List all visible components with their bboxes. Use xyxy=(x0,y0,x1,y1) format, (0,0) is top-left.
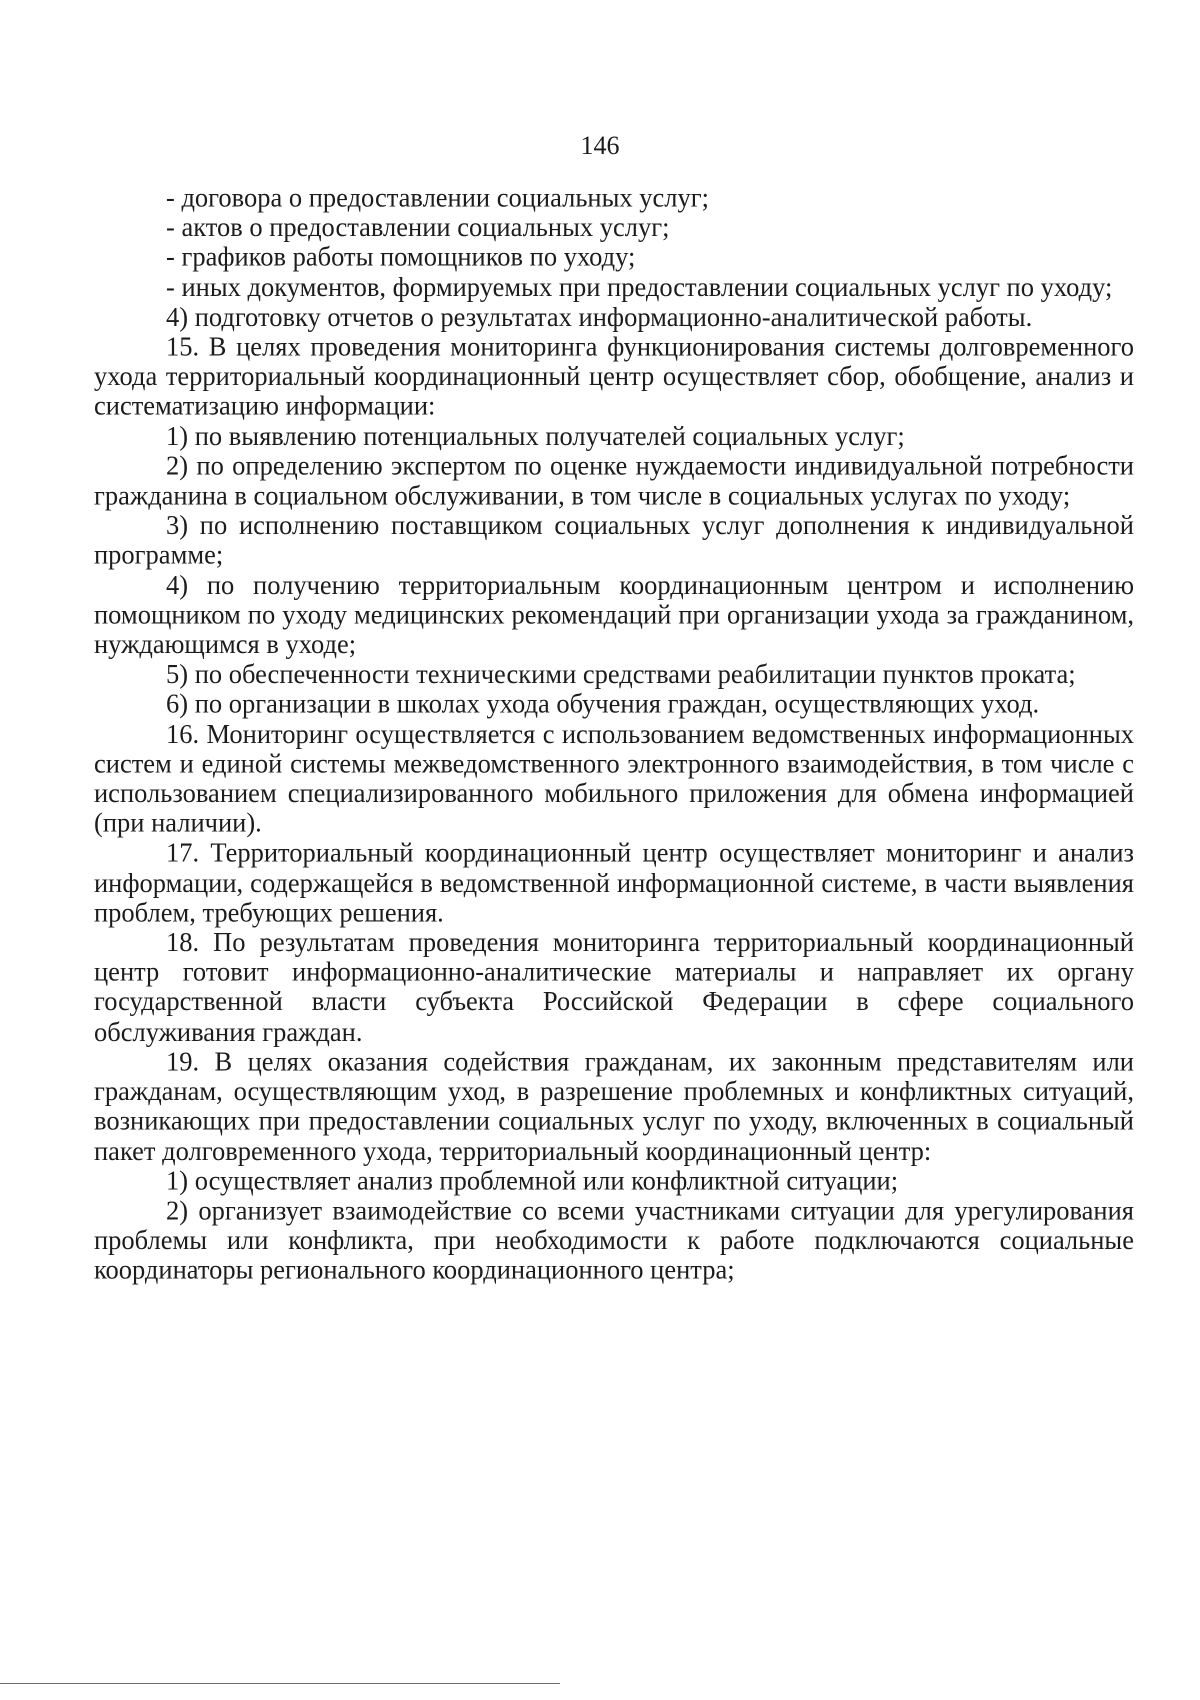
list-item-schedules: - графиков работы помощников по уходу; xyxy=(166,241,636,273)
scan-edge-line xyxy=(0,1683,560,1684)
clause-17: 17. Территориальный координационный центр осуществляет мониторинг и анализ информации, содержащейся в ведомственной информационной системе, в части выявления проблем, требующих решения. xyxy=(94,837,1134,928)
clause-15-item-1: 1) по выявлению потенциальных получателей социальных услуг; xyxy=(166,420,905,451)
list-item-contract: - договора о предоставлении социальных услуг; xyxy=(166,181,709,213)
clause-19: 19. В целях оказания содействия гражданам, их законным представителям или гражданам, осуществляющим уход, в разрешение проблемных и конфликтных ситуаций, возникающих при предоставлении социальных услуг по уходу, включенных в социальный пакет долговременного ухода, территориальный координационный центр: xyxy=(94,1045,1134,1166)
clause-19-item-2: 2) организует взаимодействие со всеми участниками ситуации для урегулирования проблемы или конфликта, при необходимости к работе подключаются социальные координаторы регионального координационного центра; xyxy=(94,1194,1134,1285)
clause-15-item-3: 3) по исполнению поставщиком социальных услуг дополнения к индивидуальной программе; xyxy=(94,509,1134,571)
clause-15-item-6: 6) по организации в школах ухода обучения граждан, осуществляющих уход. xyxy=(166,688,1040,719)
clause-15-item-4: 4) по получению территориальным координационным центром и исполнению помощником по уходу медицинских рекомендаций при организации ухода за гражданином, нуждающимся в уходе; xyxy=(94,569,1134,660)
page-number: 146 xyxy=(580,131,620,160)
clause-15: 15. В целях проведения мониторинга функционирования системы долговременного ухода территориальный координационный центр осуществляет сбор, обобщение, анализ и систематизацию информации: xyxy=(94,330,1134,422)
clause-16: 16. Мониторинг осуществляется с использованием ведомственных информационных систем и единой системы межведомственного электронного взаимодействия, в том числе с использованием специализированного мобильного приложения для обмена информацией (при наличии). xyxy=(94,718,1134,839)
clause-15-item-5: 5) по обеспеченности техническими средствами реабилитации пунктов проката; xyxy=(166,658,1076,690)
list-item-other-documents: - иных документов, формируемых при предоставлении социальных услуг по уходу; xyxy=(166,271,1113,302)
clause-15-item-2: 2) по определению экспертом по оценке нуждаемости индивидуальной потребности гражданина в социальном обслуживании, в том числе в социальных услугах по уходу; xyxy=(94,450,1134,511)
item-4-reports: 4) подготовку отчетов о результатах информационно-аналитической работы. xyxy=(166,301,1033,332)
list-item-acts: - актов о предоставлении социальных услуг; xyxy=(166,211,670,243)
clause-18: 18. По результатам проведения мониторинга территориальный координационный центр готовит информационно-аналитические материалы и направляет их органу государственной власти субъекта Российской Федерации в сфере социального обслуживания граждан. xyxy=(94,926,1134,1047)
clause-19-item-1: 1) осуществляет анализ проблемной или конфликтной ситуации; xyxy=(166,1164,899,1196)
document-body xyxy=(94,183,1134,1285)
